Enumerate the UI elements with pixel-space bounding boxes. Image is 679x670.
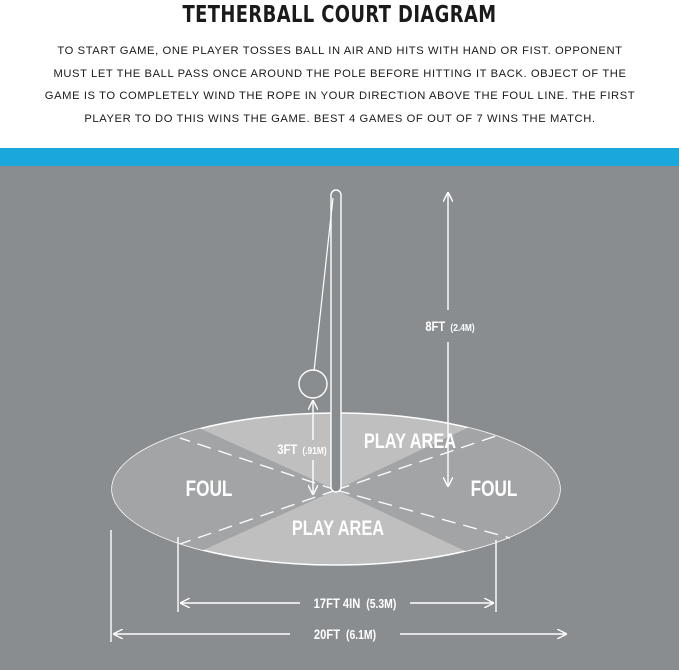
- outer-width-label: [314, 626, 376, 644]
- inner-width-metric: (5.3M): [366, 596, 397, 612]
- ball-height-metric: (.91M): [302, 445, 327, 458]
- foul-right-label: FOUL: [470, 477, 518, 502]
- pole: [331, 190, 341, 492]
- play-area-top-label: PLAY AREA: [363, 429, 457, 453]
- rope: [314, 198, 333, 371]
- outer-width-value: 20FT: [313, 626, 341, 643]
- foul-left-label: FOUL: [185, 477, 233, 502]
- pole-height-value: 8FT: [425, 318, 446, 335]
- ball-height-value: 3FT: [277, 441, 298, 458]
- inner-width-value: 17FT 4IN: [313, 595, 361, 612]
- foul-zone-right: [336, 370, 590, 610]
- play-area-bottom-label: PLAY AREA: [291, 516, 385, 540]
- rules-text: TO START GAME, ONE PLAYER TOSSES BALL IN AIR AND HITS WITH HAND OR FIST. OPPONENT MUST LET THE BALL PASS ONCE AROUND THE POLE BEFORE HITTING IT BACK. OBJECT OF THE GAME IS TO COMPLETELY WIND THE ROPE IN YOUR DIRECTION ABOVE THE FOUL LINE. THE FIRST PLAYER TO DO THIS WINS THE GAME. BEST 4 GAMES OF OUT OF 7 WINS THE MATCH.: [44, 45, 636, 125]
- pole-height-label: [425, 318, 474, 336]
- inner-width-label: [314, 595, 397, 613]
- pole-height-metric: (2.4M): [450, 322, 475, 335]
- page-title: TETHERBALL COURT DIAGRAM: [182, 2, 497, 28]
- ball: [299, 370, 327, 398]
- outer-width-metric: (6.1M): [346, 627, 377, 643]
